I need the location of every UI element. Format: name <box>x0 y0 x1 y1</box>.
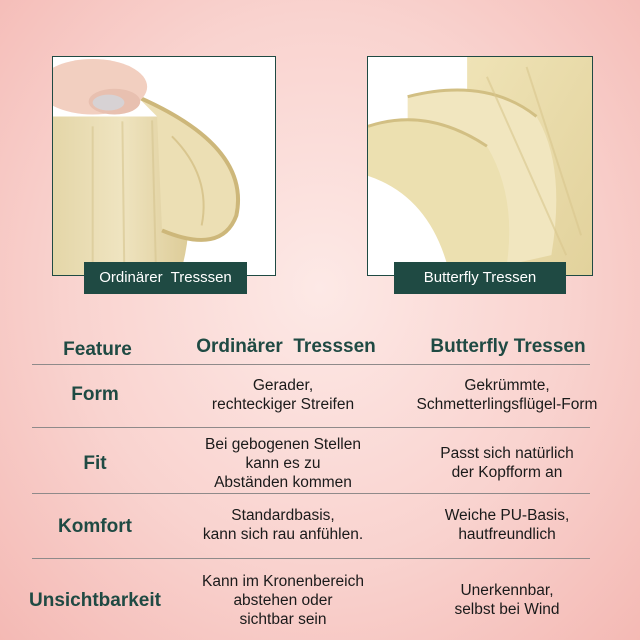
ordinary-weft-photo <box>52 56 276 276</box>
cell-line: Bei gebogenen Stellen <box>205 436 361 453</box>
feature-form: Form <box>71 384 119 405</box>
butterfly-weft-caption: Butterfly Tressen <box>394 262 566 294</box>
cell-line: Schmetterlingsflügel-Form <box>416 396 598 413</box>
cell-line: selbst bei Wind <box>454 601 560 618</box>
cell-line: Abständen kommen <box>214 474 352 491</box>
feature-fit: Fit <box>83 453 107 474</box>
row-divider <box>32 427 590 428</box>
ordinary-fit-cell <box>178 435 388 492</box>
cell-line: kann es zu <box>245 455 321 472</box>
cell-line: rechteckiger Streifen <box>211 396 355 413</box>
ordinary-form-cell <box>178 376 388 414</box>
feature-komfort: Komfort <box>58 516 132 537</box>
cell-line: hautfreundlich <box>458 526 556 543</box>
cell-line: Gerader, <box>252 377 314 394</box>
cell-line: sichtbar sein <box>239 611 327 628</box>
row-divider <box>32 364 590 365</box>
row-divider <box>32 558 590 559</box>
ordinary-komfort-cell <box>178 506 388 544</box>
cell-line: Gekrümmte, <box>464 377 550 394</box>
cell-line: Weiche PU-Basis, <box>444 507 570 524</box>
ordinary-unsichtbarkeit-cell <box>178 572 388 629</box>
ordinary-weft-illustration <box>53 57 275 275</box>
cell-line: Unerkennbar, <box>460 582 554 599</box>
cell-line: Passt sich natürlich <box>440 445 574 462</box>
header-feature: Feature <box>63 339 132 360</box>
cell-line: kann sich rau anfühlen. <box>202 526 364 543</box>
butterfly-form-cell <box>402 376 612 414</box>
feature-unsichtbarkeit: Unsichtbarkeit <box>29 590 161 611</box>
ordinary-weft-caption: Ordinärer Tresssen <box>84 262 247 294</box>
cell-line: Kann im Kronenbereich <box>202 573 364 590</box>
row-divider <box>32 493 590 494</box>
cell-line: der Kopfform an <box>451 464 563 481</box>
header-ordinary: Ordinärer Tresssen <box>196 336 376 357</box>
butterfly-weft-photo <box>367 56 593 276</box>
butterfly-komfort-cell <box>402 506 612 544</box>
butterfly-fit-cell <box>402 444 612 482</box>
cell-line: abstehen oder <box>233 592 333 609</box>
header-butterfly: Butterfly Tressen <box>430 336 586 357</box>
cell-line: Standardbasis, <box>231 507 335 524</box>
butterfly-unsichtbarkeit-cell <box>402 581 612 619</box>
butterfly-weft-illustration <box>368 57 592 275</box>
